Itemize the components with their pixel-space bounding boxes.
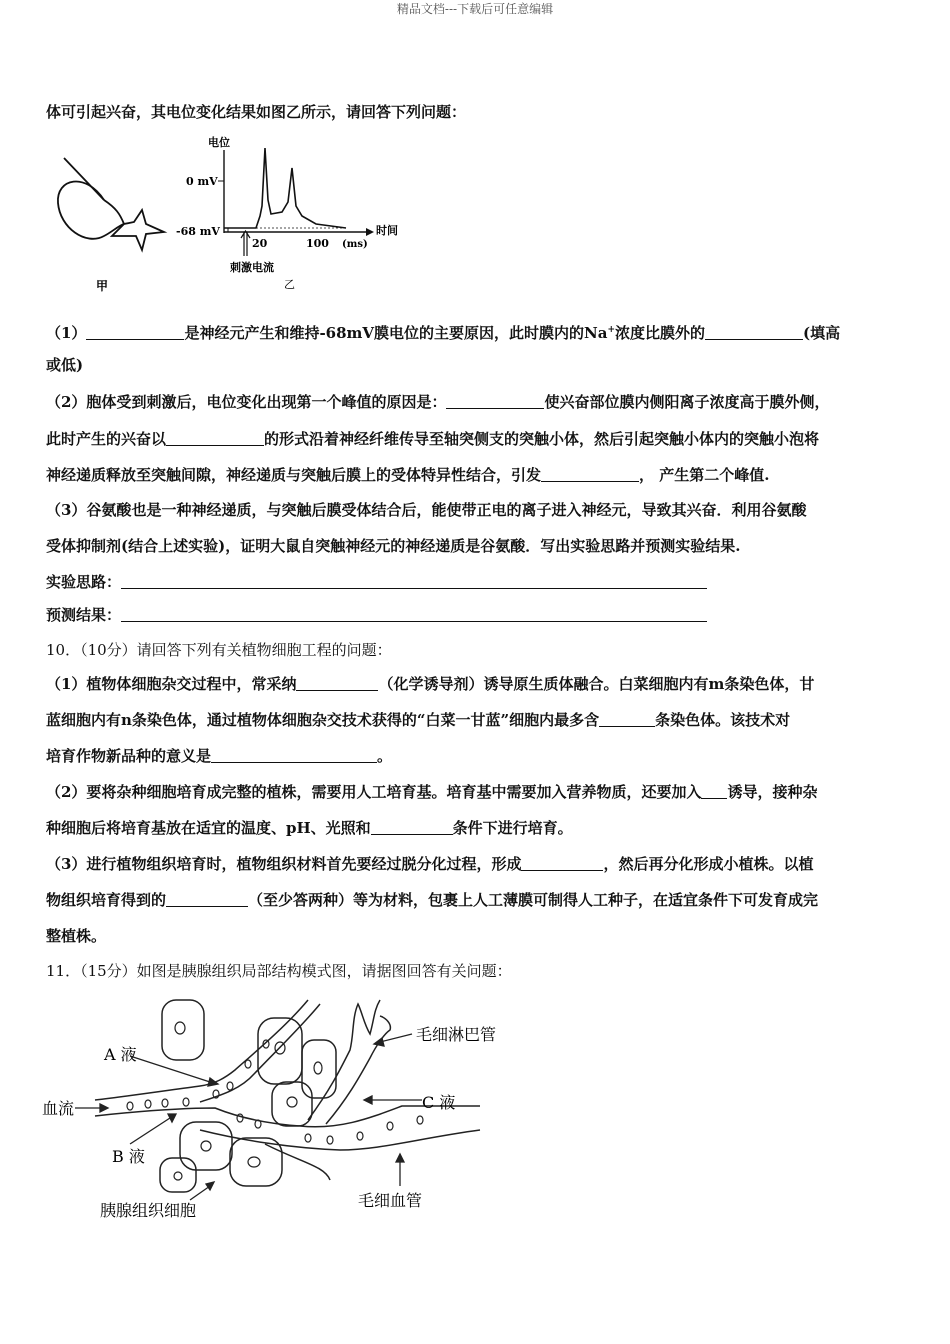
q10-part1-line3: 培育作物新品种的意义是 。 [46, 747, 393, 765]
x-tick-100: 100 [306, 237, 329, 250]
tissue-cell [272, 1082, 312, 1126]
answer-blank[interactable] [521, 855, 603, 871]
label-b-fluid: B 液 [112, 1147, 145, 1166]
answer-blank[interactable] [446, 393, 544, 409]
answer-blank[interactable] [166, 891, 248, 907]
q10-title: 10．（10分）请回答下列有关植物细胞工程的问题： [46, 641, 392, 659]
predicted-result-line: 预测结果： [46, 605, 906, 625]
tissue-cell [230, 1138, 282, 1186]
answer-blank[interactable] [86, 324, 184, 340]
potential-curve [224, 148, 346, 228]
answer-blank[interactable] [296, 675, 378, 691]
capillary-wall [200, 1130, 480, 1150]
label-jia: 甲 [96, 279, 109, 293]
label-blood-flow: 血流 [42, 1099, 75, 1118]
tissue-cell [180, 1122, 232, 1170]
figure-neuron-potential [46, 128, 416, 298]
q9-part1-line1: （1） 是神经元产生和维持-68mV膜电位的主要原因，此时膜内的Na+浓度比膜外的 (填高 [46, 324, 841, 342]
tissue-cell [160, 1158, 196, 1192]
intro-text: 体可引起兴奋，其电位变化结果如图乙所示，请回答下列问题： [46, 103, 467, 121]
answer-blank[interactable] [599, 711, 655, 727]
q10-part3-line2: 物组织培育得到的 （至少答两种）等为材料，包裹上人工薄膜可制得人工种子，在适宜条件下可发育成完 [46, 891, 819, 909]
answer-blank[interactable] [121, 606, 707, 622]
tissue-cell [302, 1040, 336, 1098]
q10-part1-line1: （1）植物体细胞杂交过程中，常采纳 （化学诱导剂）诱导原生质体融合。白菜细胞内有m条染色体，甘 [46, 675, 815, 693]
label-c-fluid: C 液 [422, 1093, 456, 1112]
q10-part2-line2: 种细胞后将培育基放在适宜的温度、pH、光照和 条件下进行培育。 [46, 819, 573, 837]
stimulus-label: 刺激电流 [230, 261, 274, 274]
x-unit: (ms) [342, 239, 368, 250]
q9-part3-line2: 受体抑制剂(结合上述实验)，证明大鼠自突触神经元的神经递质是谷氨酸．写出实验思路并预测实验结果. [46, 537, 741, 555]
answer-blank[interactable] [541, 466, 639, 482]
page-header: 精品文档---下载后可任意编辑 [396, 2, 554, 16]
label-lymph-capillary: 毛细淋巴管 [416, 1025, 497, 1044]
label-a-fluid: A 液 [104, 1045, 137, 1064]
x-axis-label: 时间 [376, 224, 398, 237]
label-blood-capillary: 毛细血管 [358, 1191, 423, 1210]
y-tick-minus68mv: -68 mV [176, 225, 220, 238]
label-yi: 乙 [284, 278, 295, 291]
q10-part3-line3: 整植株。 [46, 927, 107, 945]
q10-part3-line1: （3）进行植物组织培育时，植物组织材料首先要经过脱分化过程，形成 ，然后再分化形成小植株。以植 [46, 855, 814, 873]
y-tick-0mv: 0 mV [186, 175, 218, 188]
q9-part3-line1: （3）谷氨酸也是一种神经递质，与突触后膜受体结合后，能使带正电的离子进入神经元，导致其兴奋．利用谷氨酸 [46, 501, 807, 519]
answer-blank[interactable] [211, 747, 377, 763]
neuron-drawing [58, 158, 164, 250]
label-pancreatic-cells: 胰腺组织细胞 [100, 1201, 197, 1220]
answer-blank[interactable] [121, 573, 707, 589]
tissue-cell [258, 1018, 302, 1084]
tissue-cell [162, 1000, 204, 1060]
answer-blank[interactable] [705, 324, 803, 340]
q11-title: 11．（15分）如图是胰腺组织局部结构模式图，请据图回答有关问题： [46, 962, 512, 980]
figure-pancreas-tissue [40, 990, 520, 1230]
answer-blank[interactable] [701, 783, 727, 799]
experiment-idea-line: 实验思路： [46, 572, 906, 592]
x-tick-20: 20 [252, 237, 268, 250]
q9-part1-line2: 或低) [46, 356, 84, 374]
q9-part2-line1: （2）胞体受到刺激后，电位变化出现第一个峰值的原因是： 使兴奋部位膜内侧阳离子浓度高于膜外侧， [46, 393, 830, 411]
q9-part2-line2: 此时产生的兴奋以 的形式沿着神经纤维传导至轴突侧支的突触小体，然后引起突触小体内的突触小泡将 [46, 430, 820, 448]
answer-blank[interactable] [371, 819, 453, 835]
q10-part1-line2: 蓝细胞内有n条染色体，通过植物体细胞杂交技术获得的“白菜一甘蓝”细胞内最多含 条染色体。该技术对 [46, 711, 791, 729]
q10-part2-line1: （2）要将杂种细胞培育成完整的植株，需要用人工培育基。培育基中需要加入营养物质，还要加入 诱导，接种杂 [46, 783, 818, 801]
answer-blank[interactable] [166, 430, 264, 446]
q9-part2-line3: 神经递质释放至突触间隙，神经递质与突触后膜上的受体特异性结合，引发 ， 产生第二个峰值. [46, 466, 770, 484]
y-axis-label: 电位 [208, 136, 230, 149]
